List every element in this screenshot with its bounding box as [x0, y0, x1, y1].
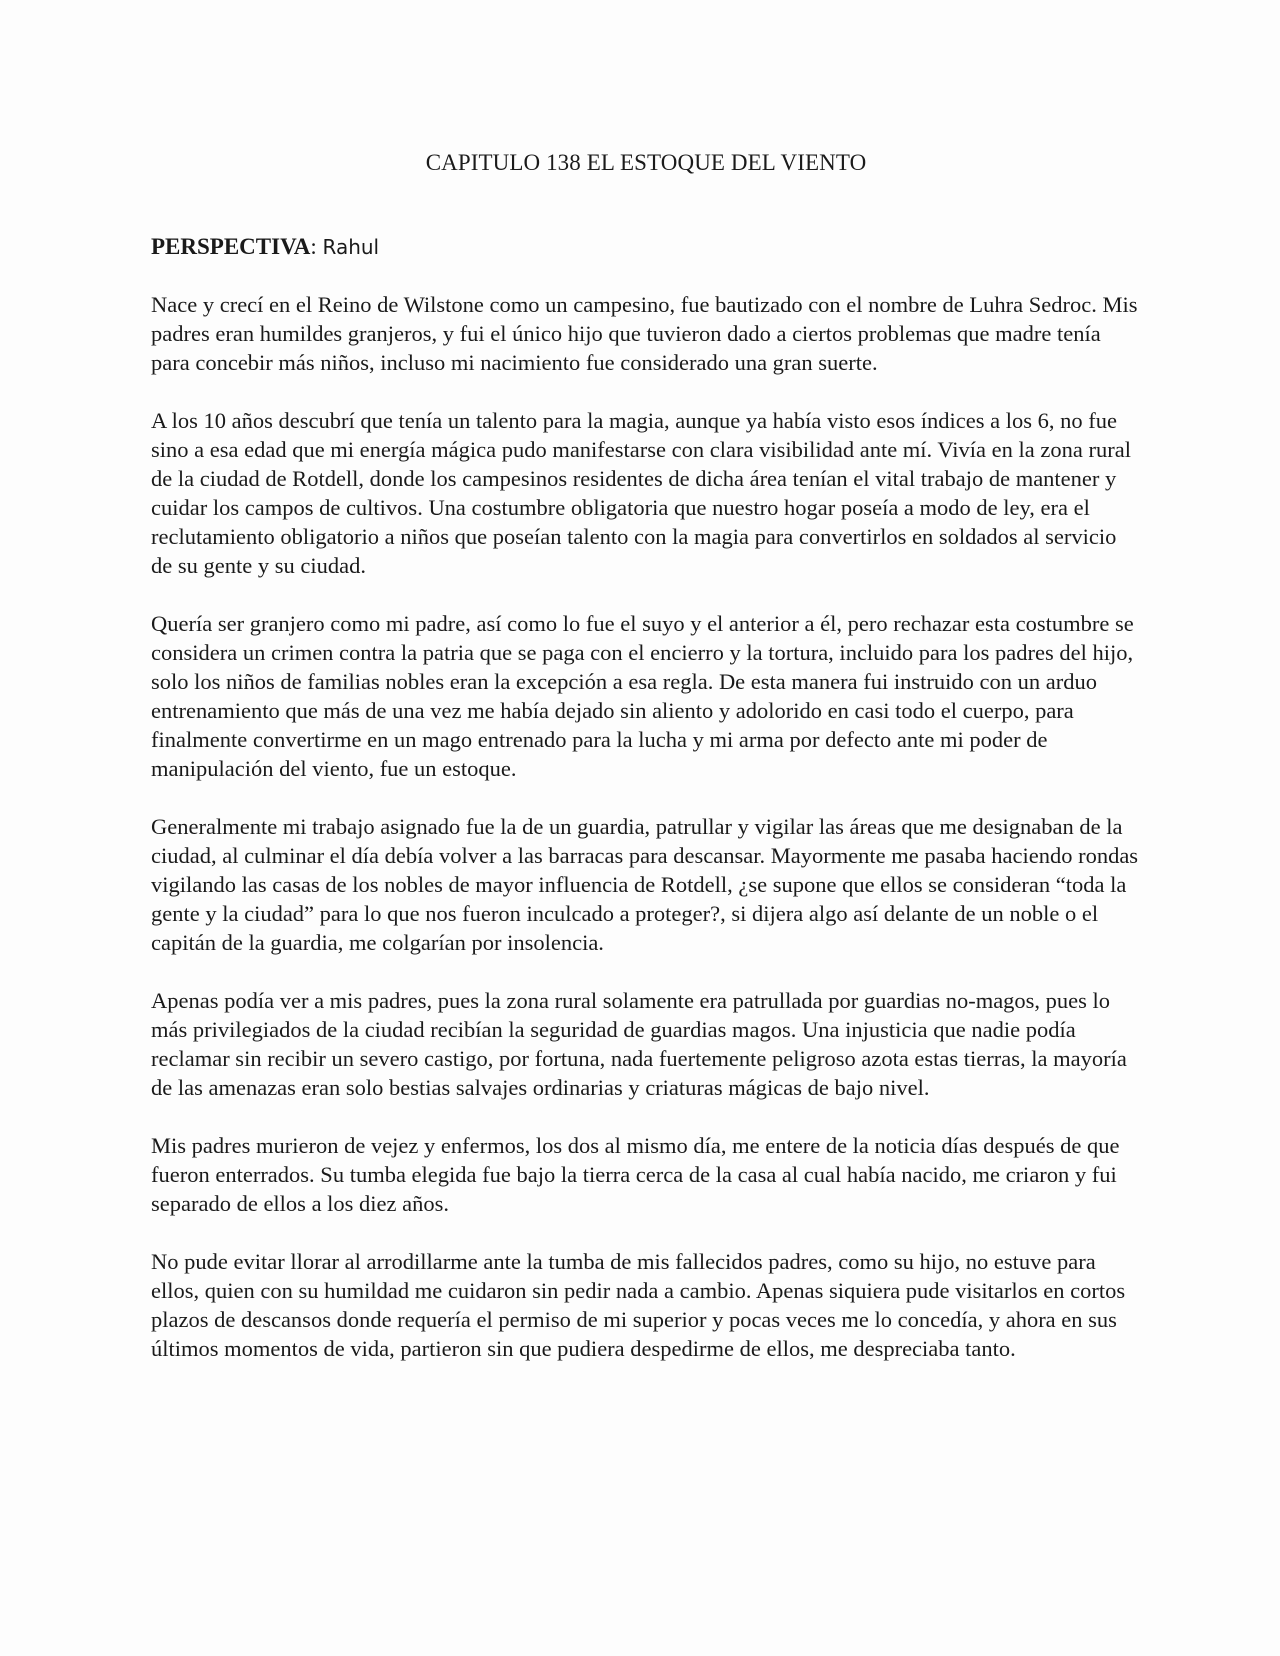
- paragraph: Generalmente mi trabajo asignado fue la de un guardia, patrullar y vigilar las áreas que me designaban de la ciudad, al culminar el día debía volver a las barracas para descansar. Mayormente me pasaba haciendo rondas vigilando las casas de los nobles de mayor influencia de Rotdell, ¿se supone que ellos se consideran “toda la gente y la ciudad” para lo que nos fueron inculcado a proteger?, si dijera algo así delante de un noble o el capitán de la guardia, me colgarían por insolencia.: [151, 814, 1139, 955]
- perspective-line: [151, 232, 1141, 262]
- perspective-separator: :: [310, 234, 323, 259]
- paragraph: Quería ser granjero como mi padre, así como lo fue el suyo y el anterior a él, pero rechazar esta costumbre se considera un crimen contra la patria que se paga con el encierro y la tortura, incluido para los padres del hijo, solo los niños de familias nobles eran la excepción a esa regla. De esta manera fui instruido con un arduo entrenamiento que más de una vez me había dejado sin aliento y adolorido en casi todo el cuerpo, para finalmente convertirme en un mago entrenado para la lucha y mi arma por defecto ante mi poder de manipulación del viento, fue un estoque.: [151, 611, 1134, 781]
- paragraph: Apenas podía ver a mis padres, pues la zona rural solamente era patrullada por guardias no-magos, pues lo más privilegiados de la ciudad recibían la seguridad de guardias magos. Una injusticia que nadie podía reclamar sin recibir un severo castigo, por fortuna, nada fuertemente peligroso azota estas tierras, la mayoría de las amenazas eran solo bestias salvajes ordinarias y criaturas mágicas de bajo nivel.: [151, 988, 1127, 1100]
- chapter-title: CAPITULO 138 EL ESTOQUE DEL VIENTO: [425, 150, 867, 175]
- perspective-label: PERSPECTIVA: [151, 234, 311, 259]
- paragraph: Mis padres murieron de vejez y enfermos, los dos al mismo día, me entere de la noticia días después de que fueron enterrados. Su tumba elegida fue bajo la tierra cerca de la casa al cual había nacido, me criaron y fui separado de ellos a los diez años.: [151, 1133, 1120, 1216]
- perspective-name: Rahul: [322, 235, 380, 259]
- paragraph: No pude evitar llorar al arrodillarme ante la tumba de mis fallecidos padres, como su hijo, no estuve para ellos, quien con su humildad me cuidaron sin pedir nada a cambio. Apenas siquiera pude visitarlos en cortos plazos de descansos donde requería el permiso de mi superior y pocas veces me lo concedía, y ahora en sus últimos momentos de vida, partieron sin que pudiera despedirme de ellos, me despreciaba tanto.: [151, 1249, 1126, 1361]
- document-body: [151, 148, 1141, 1392]
- paragraph: A los 10 años descubrí que tenía un talento para la magia, aunque ya había visto esos índices a los 6, no fue sino a esa edad que mi energía mágica pudo manifestarse con clara visibilidad ante mí. Vivía en la zona rural de la ciudad de Rotdell, donde los campesinos residentes de dicha área tenían el vital trabajo de mantener y cuidar los campos de cultivos. Una costumbre obligatoria que nuestro hogar poseía a modo de ley, era el reclutamiento obligatorio a niños que poseían talento con la magia para convertirlos en soldados al servicio de su gente y su ciudad.: [151, 408, 1131, 578]
- paragraph: Nace y crecí en el Reino de Wilstone como un campesino, fue bautizado con el nombre de Luhra Sedroc. Mis padres eran humildes granjeros, y fui el único hijo que tuvieron dado a ciertos problemas que madre tenía para concebir más niños, incluso mi nacimiento fue considerado una gran suerte.: [151, 292, 1138, 375]
